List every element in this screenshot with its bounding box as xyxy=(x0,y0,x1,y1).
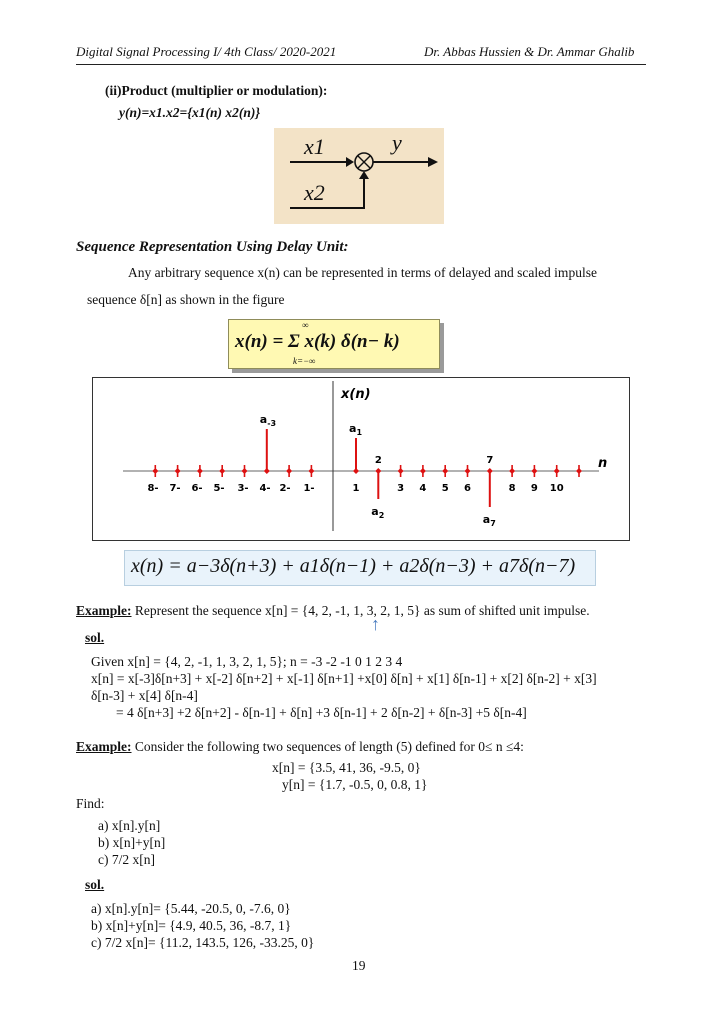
example1-label: Example: xyxy=(76,603,132,618)
example2-label: Example: xyxy=(76,739,132,754)
example1-given: Given x[n] = {4, 2, -1, 1, 3, 2, 1, 5}; n = -3 -2 -1 0 1 2 3 4 xyxy=(91,654,403,669)
answer-c: c) 7/2 x[n]= {11.2, 143.5, 126, -33.25, 0} xyxy=(91,935,315,950)
axis-tick-diamond xyxy=(576,468,582,474)
stem-label-a2: $a_2$ xyxy=(371,505,385,520)
example1-text: Represent the sequence x[n] = {4, 2, -1, 1, 3, 2, 1, 5} as sum of shifted unit impulse. xyxy=(134,603,590,618)
example1-sol: sol. xyxy=(85,630,105,645)
tick-label: 3- xyxy=(237,483,249,494)
multiplier-svg xyxy=(274,128,444,224)
product-formula: y(n)=x1.x2={x1(n) x2(n)} xyxy=(119,105,261,120)
answer-a: a) x[n].y[n]= {5.44, -20.5, 0, -7.6, 0} xyxy=(91,901,291,916)
plot-xlabel: n xyxy=(598,456,608,471)
tick-label: 9 xyxy=(530,483,538,494)
sum-formula-box xyxy=(228,319,440,369)
axis-tick-diamond xyxy=(175,468,181,474)
axis-tick-diamond xyxy=(509,468,515,474)
example1-result: = 4 δ[n+3] +2 δ[n+2] - δ[n-1] + δ[n] +3 δ[n-1] + 2 δ[n-2] + δ[n-3] +5 δ[n-4] xyxy=(116,705,527,720)
tick-label: 4- xyxy=(259,483,271,494)
section-heading: Sequence Representation Using Delay Unit: xyxy=(76,239,349,255)
tick-label: 1- xyxy=(303,483,315,494)
stem-label-a7: $a_7$ xyxy=(482,513,496,528)
stem-plot-frame xyxy=(92,377,630,541)
axis-tick-diamond xyxy=(442,468,448,474)
input1-arrowhead xyxy=(346,157,354,167)
tick-label: 1 xyxy=(352,483,360,494)
stem-equation-box xyxy=(124,550,596,586)
example2-text: Consider the following two sequences of length (5) defined for 0≤ n ≤4: xyxy=(134,739,524,754)
stem-base-a2 xyxy=(375,468,381,474)
example1-expansion-cont: δ[n-3] + x[4] δ[n-4] xyxy=(91,688,198,703)
tick-label: 10 xyxy=(549,483,564,494)
page-number: 19 xyxy=(352,958,366,973)
plot-title: x(n) xyxy=(341,387,371,402)
axis-tick-diamond xyxy=(197,468,203,474)
tick-label: 6- xyxy=(191,483,203,494)
find-item-c: c) 7/2 x[n] xyxy=(98,852,155,867)
example2-line xyxy=(76,739,524,755)
para-line-1: Any arbitrary sequence x(n) can be represented in terms of delayed and scaled impulse xyxy=(128,265,597,280)
input2-line xyxy=(290,178,364,208)
axis-tick-diamond xyxy=(286,468,292,474)
answer-b: b) x[n]+y[n]= {4.9, 40.5, 36, -8.7, 1} xyxy=(91,918,292,933)
tick-label: 8 xyxy=(508,483,516,494)
x-sequence: x[n] = {3.5, 41, 36, -9.5, 0} xyxy=(272,760,421,775)
axis-tick-diamond xyxy=(219,468,225,474)
axis-tick-diamond xyxy=(420,468,426,474)
sum-lower-limit: k=−∞ xyxy=(293,356,316,366)
input2-arrowhead xyxy=(359,171,369,179)
tick-label: 3 xyxy=(397,483,405,494)
tick-label: 4 xyxy=(419,483,427,494)
axis-tick-diamond xyxy=(531,468,537,474)
multiplier-diagram xyxy=(274,128,444,224)
tick-label: 5 xyxy=(441,483,449,494)
header-rule xyxy=(76,64,646,65)
tick-label: 7- xyxy=(169,483,181,494)
stem-label-a1: $a_1$ xyxy=(349,422,363,437)
axis-tick-diamond xyxy=(554,468,560,474)
header-left: Digital Signal Processing I/ 4th Class/ 2020-2021 xyxy=(76,44,337,59)
stem-equation: x(n) = a−3δ(n+3) + a1δ(n−1) + a2δ(n−3) + a7δ(n−7) xyxy=(131,555,576,577)
stem-base-a7 xyxy=(487,468,493,474)
diagram-y-label: y xyxy=(392,130,402,155)
stem-plot xyxy=(93,378,629,540)
stem-top-label: 7 xyxy=(486,455,494,466)
stem-base-a-3 xyxy=(264,468,270,474)
find-item-b: b) x[n]+y[n] xyxy=(98,835,166,850)
axis-tick-diamond xyxy=(398,468,404,474)
para-line-2: sequence δ[n] as shown in the figure xyxy=(87,292,285,307)
tick-label: 6 xyxy=(464,483,471,494)
diagram-x1-label: x1 xyxy=(304,134,325,159)
sum-formula: x(n) = Σ x(k) δ(n− k) xyxy=(235,331,400,352)
axis-tick-diamond xyxy=(465,468,471,474)
stem-label-a-3: $a_{-3}$ xyxy=(259,413,277,428)
example1-line xyxy=(76,603,590,619)
example1-arrow: ↑ xyxy=(371,614,380,634)
axis-tick-diamond xyxy=(242,468,248,474)
find-item-a: a) x[n].y[n] xyxy=(98,818,161,833)
axis-tick-diamond xyxy=(152,468,158,474)
example1-expansion: x[n] = x[-3]δ[n+3] + x[-2] δ[n+2] + x[-1] δ[n+1] +x[0] δ[n] + x[1] δ[n-1] + x[2] δ[n-2] + x[3] xyxy=(91,671,597,686)
find-label: Find: xyxy=(76,796,105,811)
stem-top-label: 2 xyxy=(374,455,382,466)
header-right: Dr. Abbas Hussien & Dr. Ammar Ghalib xyxy=(424,44,635,59)
tick-label: 8- xyxy=(147,483,159,494)
product-heading: (ii)Product (multiplier or modulation): xyxy=(105,83,328,98)
output-arrowhead xyxy=(428,157,438,167)
sum-upper-limit: ∞ xyxy=(302,320,309,330)
stem-base-a1 xyxy=(353,468,359,474)
tick-label: 5- xyxy=(213,483,225,494)
tick-label: 2- xyxy=(279,483,291,494)
example2-sol: sol. xyxy=(85,877,105,892)
axis-tick-diamond xyxy=(308,468,314,474)
y-sequence: y[n] = {1.7, -0.5, 0, 0.8, 1} xyxy=(282,777,428,792)
diagram-x2-label: x2 xyxy=(304,180,325,205)
